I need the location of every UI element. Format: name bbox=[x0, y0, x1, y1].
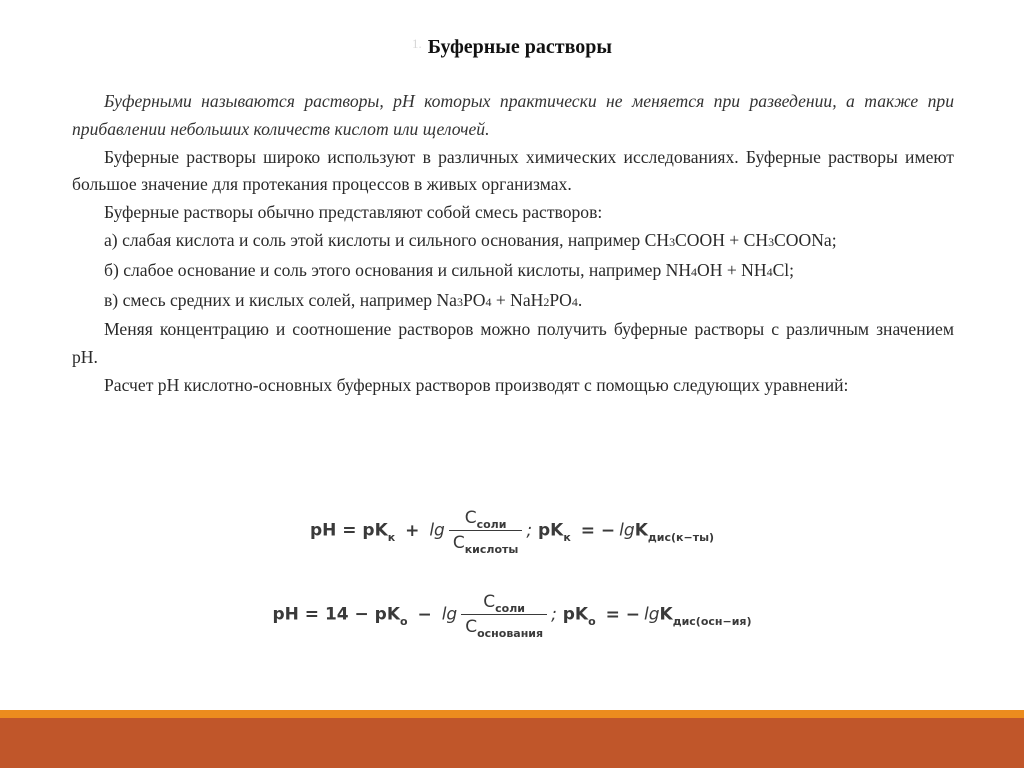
example-a: а) слабая кислота и соль этой кислоты и сильного основания, например $CH_3COOH$ + $CH_3COONa$; bbox=[104, 229, 837, 250]
slide-body bbox=[72, 88, 954, 400]
fraction: $\frac{C_{соли}}{C_{основания}}$ bbox=[461, 592, 547, 637]
formula-acid-buffer: pH = $pK_к + \lg$ $\frac{C_{соли}}{C_{кислоты}}$ ; $pK_к$ = − lgK$_{дис(к-ты)}$ bbox=[309, 508, 715, 556]
calculation-paragraph: Расчет pH кислотно-основных буферных растворов производят с помощью следующих уравнений: bbox=[104, 374, 849, 395]
title-text: Буферные растворы bbox=[427, 36, 613, 58]
example-b: б) слабое основание и соль этого основания и сильной кислоты, например $NH_4OH + NH_4Cl$; bbox=[104, 259, 795, 280]
concentration-paragraph: Меняя концентрацию и соотношение растворов можно получить буферные растворы с различным значением pH. bbox=[72, 319, 954, 368]
accent-bar bbox=[0, 710, 1024, 718]
example-c: в) смесь средних и кислых солей, например $Na_3PO_4 + NaH_2PO_4$. bbox=[104, 289, 583, 310]
usage-paragraph: Буферные растворы широко используют в различных химических исследованиях. Буферные растворы имеют большое значение для протекания процессов в живых организмах. bbox=[72, 146, 954, 195]
ghost-number: 1. bbox=[411, 36, 422, 51]
fraction: $\frac{C_{соли}}{C_{кислоты}}$ bbox=[449, 508, 523, 553]
composition-intro: Буферные растворы обычно представляют собой смесь растворов: bbox=[104, 202, 603, 223]
definition-paragraph: Буферными называются растворы, pH которых практически не меняется при разведении, а также при прибавлении небольших количеств кислот или щелочей. bbox=[72, 91, 954, 139]
formula-base-buffer: pH = $14 - pK_о - \lg$ $\frac{C_{соли}}{C_{основания}}$ ; $pK_о$ = − lgK$_{дис(осн-ия)}$ bbox=[272, 592, 752, 640]
footer-bar bbox=[0, 718, 1024, 768]
slide-title bbox=[0, 36, 1024, 59]
